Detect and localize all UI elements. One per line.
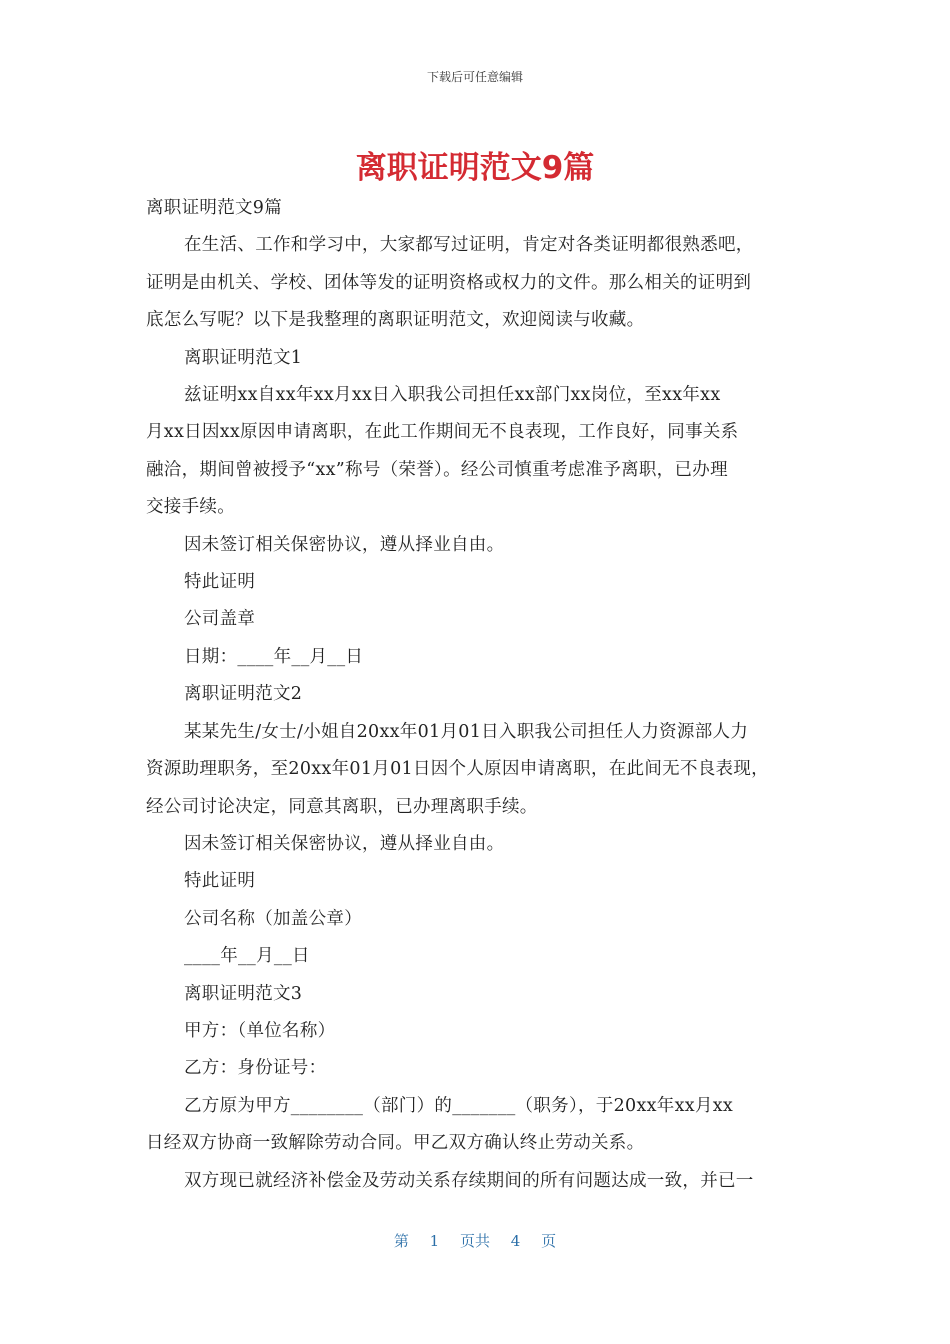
body-line: 乙方原为甲方________（部门）的_______（职务），于20xx年xx月xx bbox=[184, 1095, 734, 1116]
page-number: 1 bbox=[429, 1232, 440, 1250]
body-line: 在生活、工作和学习中，大家都写过证明，肯定对各类证明都很熟悉吧， bbox=[184, 235, 754, 256]
body-line: 某某先生/女士/小姐自20xx年01月01日入职我公司担任人力资源部人力 bbox=[184, 721, 749, 742]
body-line: ____年__月__日 bbox=[184, 946, 310, 967]
document-body bbox=[146, 190, 806, 1200]
body-line: 甲方：（单位名称） bbox=[184, 1020, 336, 1041]
body-line: 证明是由机关、学校、团体等发的证明资格或权力的文件。那么相关的证明到 bbox=[146, 272, 752, 293]
header-note: 下载后可任意编辑 bbox=[426, 70, 523, 84]
body-line: 资源助理职务，至20xx年01月01日因个人原因申请离职，在此间无不良表现， bbox=[146, 759, 769, 780]
page-footer bbox=[0, 1230, 950, 1251]
body-line: 交接手续。 bbox=[146, 497, 235, 518]
body-line: 离职证明范文9篇 bbox=[146, 198, 283, 218]
section-heading: 离职证明范文2 bbox=[184, 684, 303, 705]
document-title: 离职证明范文9篇 bbox=[355, 150, 595, 186]
body-line: 月xx日因xx原因申请离职，在此工作期间无不良表现，工作良好，同事关系 bbox=[146, 422, 739, 443]
page-label-mid: 页共 bbox=[459, 1232, 490, 1250]
body-line: 因未签订相关保密协议，遵从择业自由。 bbox=[184, 534, 505, 555]
body-line: 乙方：身份证号： bbox=[184, 1058, 327, 1079]
body-line: 双方现已就经济补偿金及劳动关系存续期间的所有问题达成一致，并已一 bbox=[184, 1170, 754, 1191]
body-line: 经公司讨论决定，同意其离职，已办理离职手续。 bbox=[146, 796, 538, 817]
body-line: 因未签订相关保密协议，遵从择业自由。 bbox=[184, 833, 505, 854]
page-label-end: 页 bbox=[541, 1232, 557, 1250]
page-total: 4 bbox=[510, 1232, 521, 1250]
body-line: 日经双方协商一致解除劳动合同。甲乙双方确认终止劳动关系。 bbox=[146, 1133, 645, 1154]
body-line: 特此证明 bbox=[184, 871, 256, 892]
body-line: 兹证明xx自xx年xx月xx日入职我公司担任xx部门xx岗位，至xx年xx bbox=[184, 385, 721, 406]
section-heading: 离职证明范文1 bbox=[184, 347, 303, 368]
section-heading: 离职证明范文3 bbox=[184, 983, 303, 1004]
page-label: 第 bbox=[393, 1232, 409, 1250]
body-line: 融洽，期间曾被授予“xx”称号（荣誉）。经公司慎重考虑准予离职，已办理 bbox=[146, 459, 728, 480]
body-line: 公司名称（加盖公章） bbox=[184, 908, 362, 929]
body-line: 底怎么写呢？以下是我整理的离职证明范文，欢迎阅读与收藏。 bbox=[146, 310, 645, 331]
body-line: 日期：____年__月__日 bbox=[184, 646, 364, 667]
body-line: 公司盖章 bbox=[184, 609, 256, 630]
body-line: 特此证明 bbox=[184, 572, 256, 593]
